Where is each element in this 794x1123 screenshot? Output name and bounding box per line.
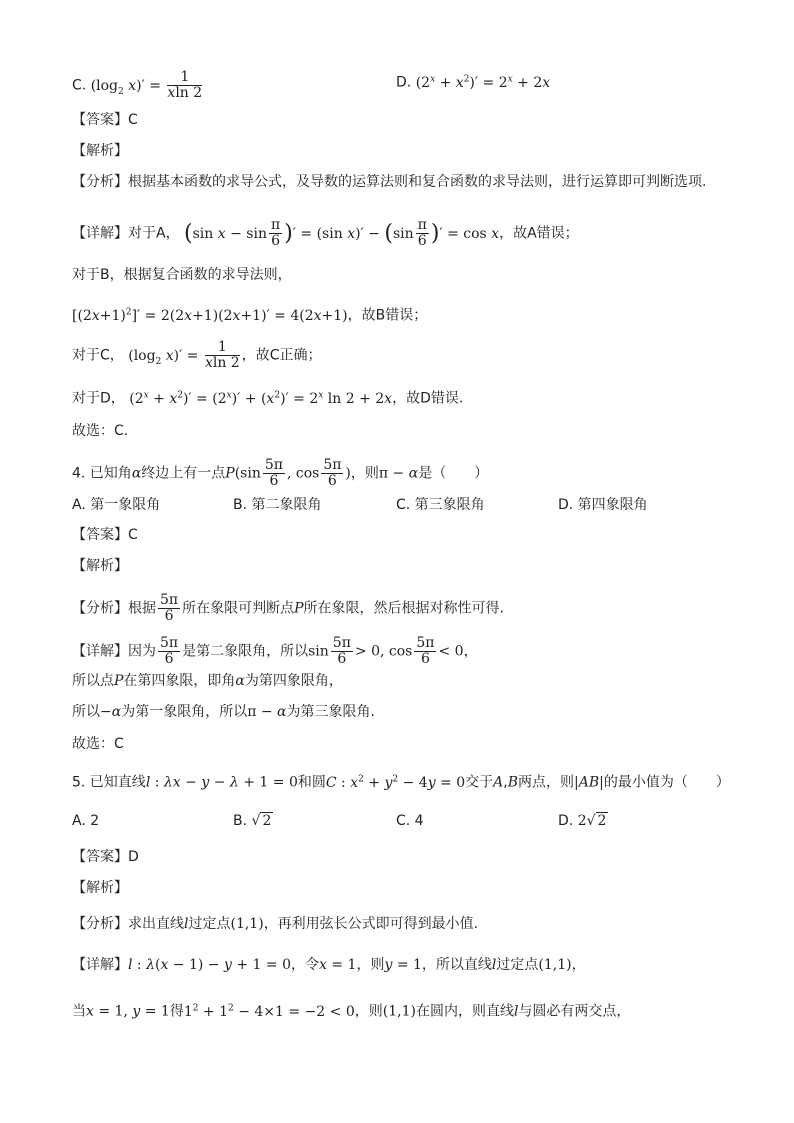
- q4-option-a: A. 第一象限角: [72, 497, 161, 513]
- q4-detail-1: 【详解】因为 $\frac{5\pi}{6}$ 是第二象限角，所以sin $\frac{5\pi}{6}$ > 0, cos $\frac{5\pi}{6}$ < 0，: [72, 635, 478, 667]
- q5-option-c: C. 4: [396, 813, 424, 829]
- q3-detail-a: 【详解】对于A， (sin x − sin $\frac{\pi}{6}$ )′ = (sin x)′ − (sin $\frac{\pi}{6}$ )′ = cos x，故A错误；: [72, 217, 579, 249]
- q3-option-d: D. $(2^x + x^2)' = 2^x + 2x$: [396, 74, 551, 91]
- q4-option-c: C. 第三象限角: [396, 497, 485, 513]
- q5-option-d: D. 2√ 2: [558, 813, 607, 829]
- q5-option-a: A. 2: [72, 813, 100, 829]
- q3-detail-b: $[(2x+1)^2]' = 2(2x+1)(2x+1)' = 4(2x+1)$，故B错误；: [72, 307, 428, 324]
- q4-conclusion: 故选：C: [72, 736, 124, 752]
- q4-option-d: D. 第四象限角: [558, 497, 648, 513]
- q4-answer: 【答案】C: [72, 527, 138, 543]
- q5-fenxi: 【分析】求出直线l过定点(1,1)，再利用弦长公式即可得到最小值.: [72, 916, 479, 932]
- q4-fenxi: 【分析】根据 $\frac{5\pi}{6}$ 所在象限可判断点P所在象限，然后根据对称性可得.: [72, 592, 504, 624]
- q4-analysis-label: 【解析】: [72, 558, 128, 574]
- q3-answer: 【答案】C: [72, 112, 138, 128]
- q5-option-b: B. √ 2: [233, 813, 272, 829]
- q5-detail: 【详解】l : λ(x − 1) − y + 1 = 0，令x = 1，则y = 1，所以直线l过定点(1,1)，: [72, 957, 586, 973]
- q3-option-c: C. ($\log_2$ x)′ = $\frac{1}{xln 2}$: [72, 69, 203, 101]
- q4-option-b: B. 第二象限角: [233, 497, 322, 513]
- q3-conclusion: 故选：C.: [72, 423, 129, 439]
- q5-stem: 5. 已知直线l : λx − y − λ + 1 = 0和圆C : $x^2 + y^2 - 4y = 0$交于A,B两点，则|AB|的最小值为（ ）: [72, 774, 730, 791]
- q3-analysis-label: 【解析】: [72, 143, 128, 159]
- q3-detail-d: 对于D， $(2^x + x^2)' = (2^x)' + (x^2)' = 2^x$ ln 2 + 2x，故D错误.: [72, 390, 464, 407]
- q4-detail-2: 所以点P在第四象限，即角α为第四象限角，: [72, 673, 343, 689]
- q4-detail-3: 所以−α为第一象限角，所以π − α为第三象限角.: [72, 704, 375, 720]
- q5-answer: 【答案】D: [72, 849, 139, 865]
- q3-detail-b-intro: 对于B，根据复合函数的求导法则，: [72, 267, 292, 283]
- q3-fenxi: 【分析】根据基本函数的求导公式，及导数的运算法则和复合函数的求导法则，进行运算即可判断选项.: [72, 174, 707, 190]
- q5-analysis-label: 【解析】: [72, 880, 128, 896]
- q5-last-line: 当x = 1, y = 1得$1^2 + 1^2 - 4\times 1 = -2 < 0$，则(1,1)在圆内，则直线l与圆必有两交点，: [72, 1003, 631, 1020]
- q3-detail-c: 对于C， ($\log_2$ x)′ = $\frac{1}{xln 2}$ ，故C正确；: [72, 339, 322, 371]
- q4-stem: 4. 已知角α终边上有一点P(sin $\frac{5\pi}{6}$ , cos $\frac{5\pi}{6}$ )，则π − α是（ ）: [72, 457, 489, 489]
